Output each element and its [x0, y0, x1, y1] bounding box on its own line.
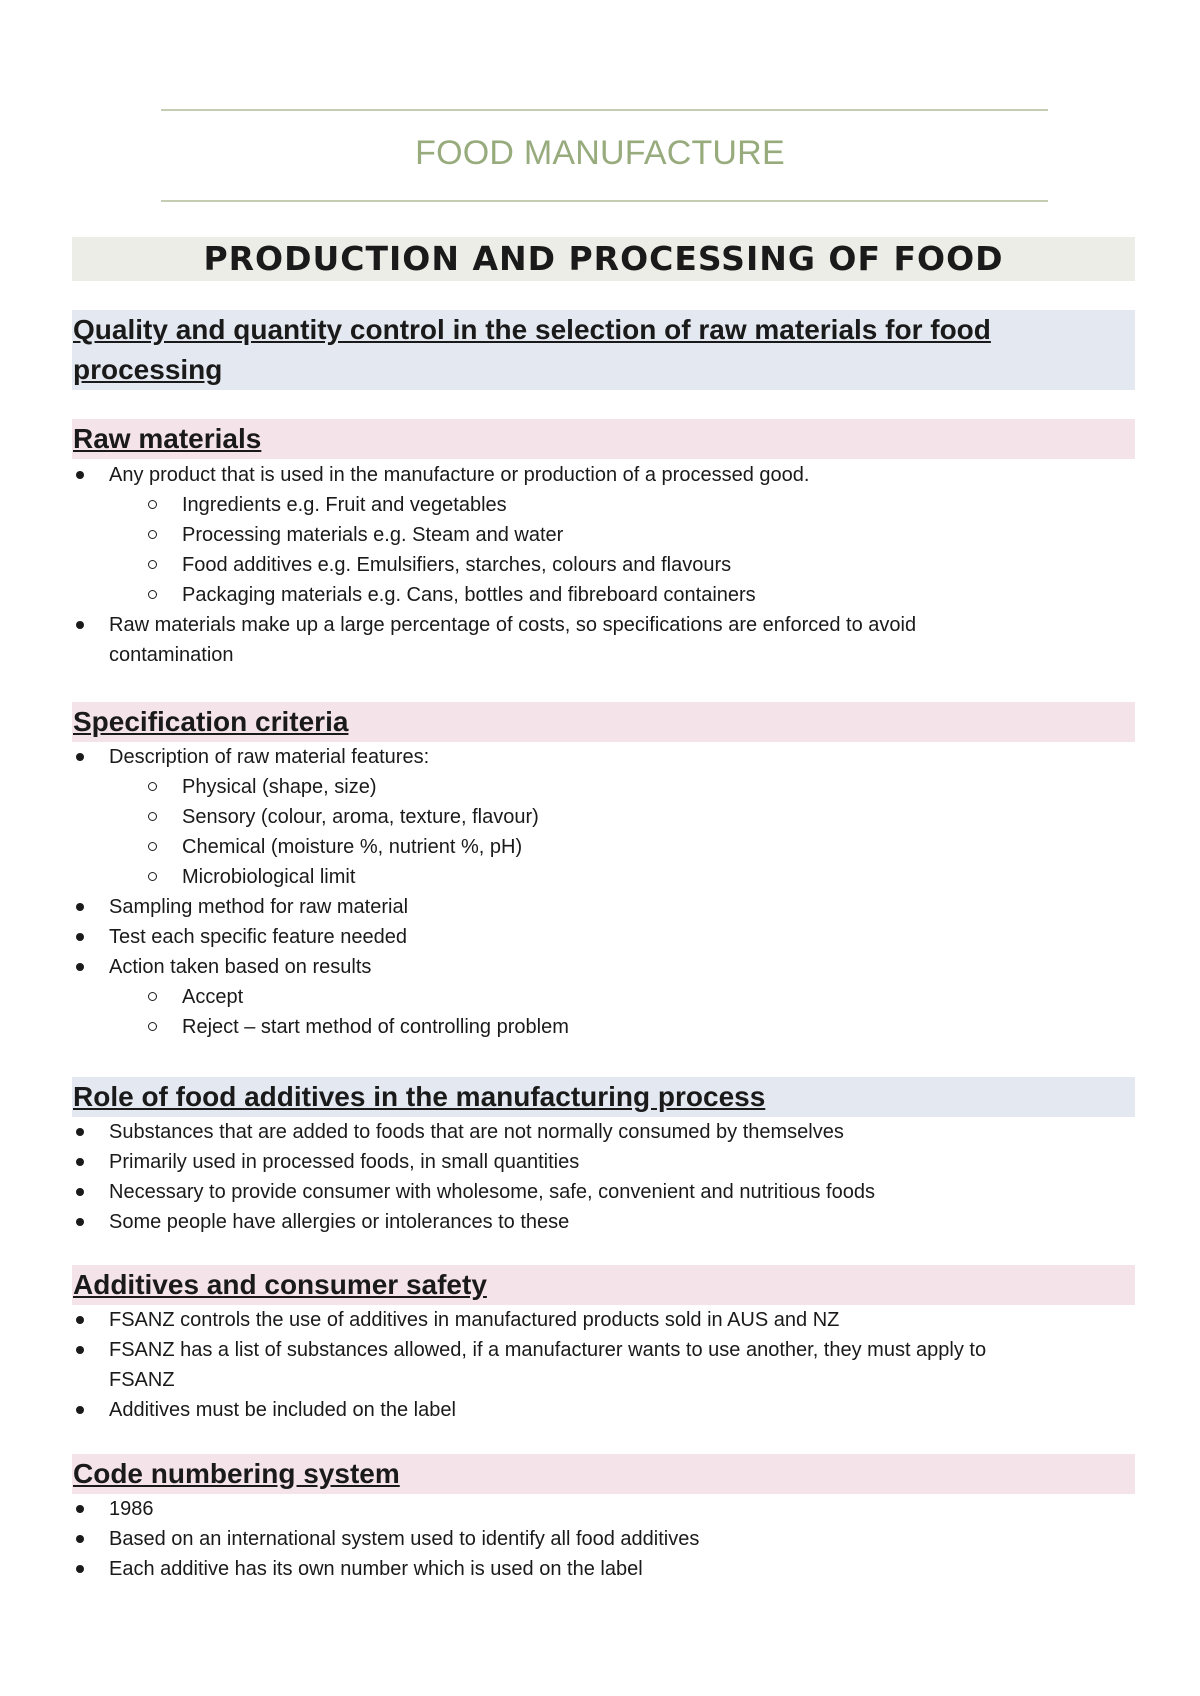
section-heading-specification-criteria: Specification criteria: [72, 702, 1135, 742]
list-item: Action taken based on results: [72, 952, 1135, 982]
list-subitem: Sensory (colour, aroma, texture, flavour): [72, 802, 1135, 832]
list-item: [72, 610, 1135, 670]
main-heading: PRODUCTION AND PROCESSING OF FOOD: [72, 237, 1135, 281]
document-title: FOOD MANUFACTURE: [415, 134, 785, 172]
list-item: Some people have allergies or intolerances to these: [72, 1207, 1135, 1237]
specification-criteria-list: [72, 742, 1135, 1042]
list-subitem: Reject – start method of controlling problem: [72, 1012, 1135, 1042]
list-item-line: contamination: [109, 644, 234, 666]
list-subitem: Microbiological limit: [72, 862, 1135, 892]
list-subitem: Ingredients e.g. Fruit and vegetables: [72, 490, 1135, 520]
list-item-line: FSANZ: [109, 1369, 175, 1391]
list-subitem: Packaging materials e.g. Cans, bottles and fibreboard containers: [72, 580, 1135, 610]
title-rule-bottom: [161, 200, 1048, 202]
heading-line: processing: [73, 354, 223, 385]
list-item: Primarily used in processed foods, in small quantities: [72, 1147, 1135, 1177]
consumer-safety-list: [72, 1305, 1135, 1425]
heading-line: Quality and quantity control in the selection of raw materials for food: [73, 314, 991, 345]
list-subitem: Processing materials e.g. Steam and water: [72, 520, 1135, 550]
list-item: Each additive has its own number which is used on the label: [72, 1554, 1135, 1584]
section-heading-role-of-food-additives: Role of food additives in the manufacturing process: [72, 1077, 1135, 1117]
code-numbering-list: [72, 1494, 1135, 1584]
list-item: 1986: [72, 1494, 1135, 1524]
list-subitem: Food additives e.g. Emulsifiers, starches, colours and flavours: [72, 550, 1135, 580]
list-item: Test each specific feature needed: [72, 922, 1135, 952]
list-subitem: Accept: [72, 982, 1135, 1012]
list-item: FSANZ controls the use of additives in manufactured products sold in AUS and NZ: [72, 1305, 1135, 1335]
list-item-line: FSANZ has a list of substances allowed, if a manufacturer wants to use another, they must apply to: [109, 1339, 987, 1361]
list-item: Based on an international system used to identify all food additives: [72, 1524, 1135, 1554]
section-heading-code-numbering-system: Code numbering system: [72, 1454, 1135, 1494]
title-rule-top: [161, 109, 1048, 111]
section-heading-raw-materials: Raw materials: [72, 419, 1135, 459]
list-item: Any product that is used in the manufacture or production of a processed good.: [72, 460, 1135, 490]
role-of-additives-list: [72, 1117, 1135, 1237]
list-item-line: Raw materials make up a large percentage of costs, so specifications are enforced to avoid: [109, 614, 917, 636]
raw-materials-list: [72, 460, 1135, 670]
list-subitem: Chemical (moisture %, nutrient %, pH): [72, 832, 1135, 862]
list-item: Substances that are added to foods that are not normally consumed by themselves: [72, 1117, 1135, 1147]
list-subitem: Physical (shape, size): [72, 772, 1135, 802]
list-item: [72, 1335, 1135, 1395]
list-item: Necessary to provide consumer with wholesome, safe, convenient and nutritious foods: [72, 1177, 1135, 1207]
section-heading-additives-consumer-safety: Additives and consumer safety: [72, 1265, 1135, 1305]
list-item: Sampling method for raw material: [72, 892, 1135, 922]
list-item: Description of raw material features:: [72, 742, 1135, 772]
section-heading-quality-control: [72, 310, 1135, 390]
list-item: Additives must be included on the label: [72, 1395, 1135, 1425]
